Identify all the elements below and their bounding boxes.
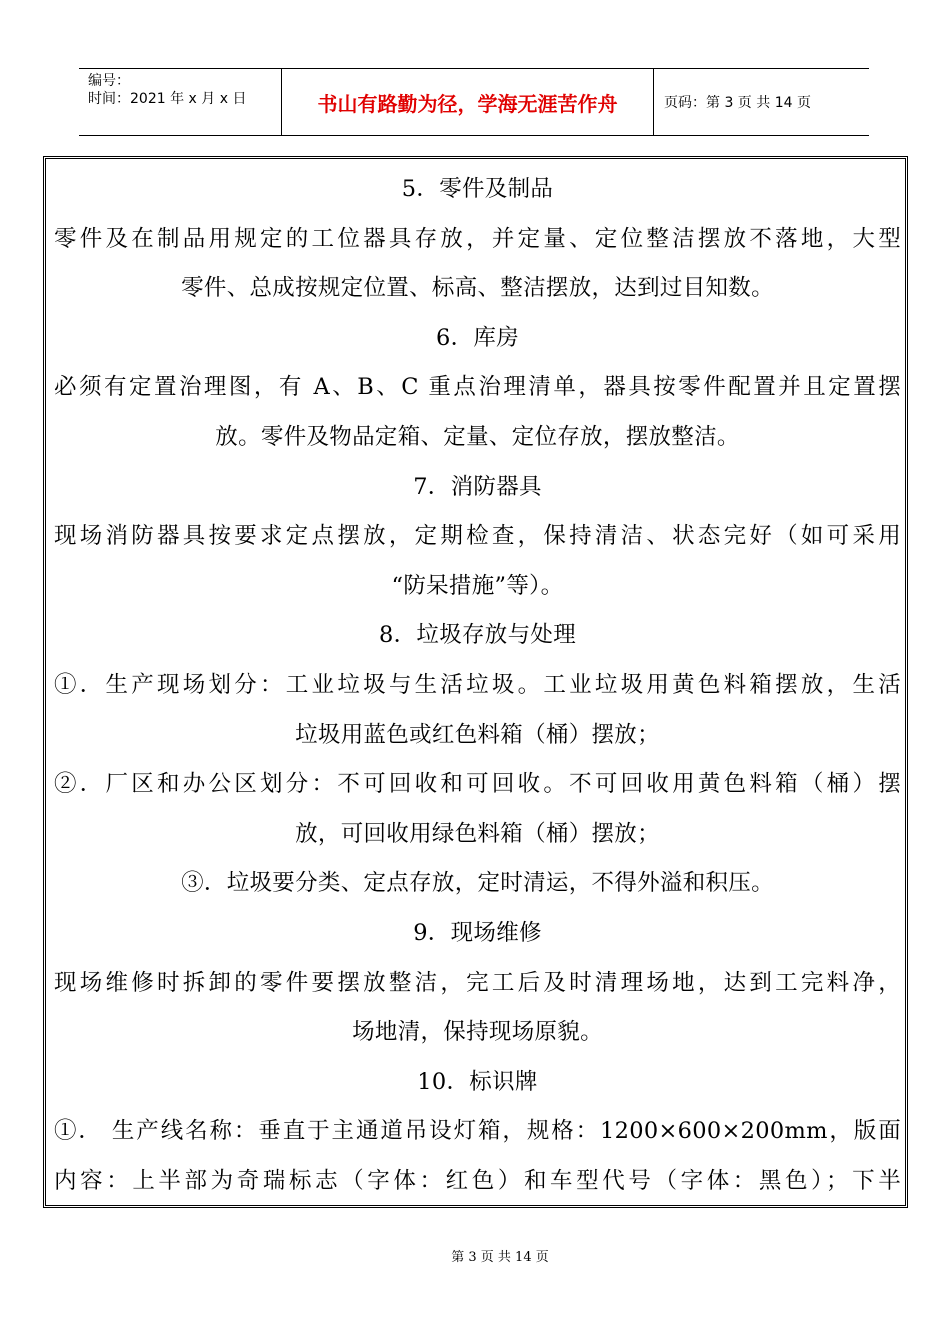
page-header xyxy=(79,68,869,136)
document-number-label: 编号： xyxy=(88,73,130,89)
content-box xyxy=(43,156,908,1208)
section-heading: 10．标识牌 xyxy=(417,1068,538,1095)
paragraph-line: 场地清，保持现场原貌。 xyxy=(352,1019,603,1046)
header-page-number: 页码：第 3 页 共 14 页 xyxy=(664,95,811,111)
list-item-line: 放，可回收用绿色料箱（桶）摆放； xyxy=(295,820,660,847)
section-heading: 6．库房 xyxy=(435,324,519,351)
paragraph-line: “防呆措施”等）。 xyxy=(391,572,564,599)
list-item-line: 内容：上半部为奇瑞标志（字体：红色）和车型代号（字体：黑色）；下半 xyxy=(54,1167,901,1194)
document-date-label: 时间：2021 年 x 月 x 日 xyxy=(88,91,247,107)
paragraph-line: 零件、总成按规定位置、标高、整洁摆放，达到过目知数。 xyxy=(181,275,774,302)
list-item-line: 垃圾用蓝色或红色料箱（桶）摆放； xyxy=(295,721,660,748)
header-meta xyxy=(79,69,282,135)
paragraph-line: 零件及在制品用规定的工位器具存放，并定量、定位整洁摆放不落地，大型 xyxy=(54,225,901,252)
paragraph-line: 现场消防器具按要求定点摆放，定期检查，保持清洁、状态完好（如可采用 xyxy=(54,523,901,550)
list-item-line: ①． 生产线名称：垂直于主通道吊设灯箱，规格：1200×600×200mm，版面 xyxy=(54,1118,901,1145)
section-heading: 8．垃圾存放与处理 xyxy=(378,622,576,649)
list-item-line: ①．生产现场划分：工业垃圾与生活垃圾。工业垃圾用黄色料箱摆放，生活 xyxy=(54,671,901,698)
header-motto: 书山有路勤为径，学海无涯苦作舟 xyxy=(282,69,654,135)
paragraph-line: 放。零件及物品定箱、定量、定位存放，摆放整洁。 xyxy=(215,423,740,450)
paragraph-line: 必须有定置治理图，有 A、B、C 重点治理清单，器具按零件配置并且定置摆 xyxy=(54,374,901,401)
section-heading: 7．消防器具 xyxy=(413,473,542,500)
paragraph-line: 现场维修时拆卸的零件要摆放整洁，完工后及时清理场地，达到工完料净， xyxy=(54,969,901,996)
page-footer: 第 3 页 共 14 页 xyxy=(451,1250,549,1265)
section-heading: 5．零件及制品 xyxy=(401,176,554,202)
list-item-line: ②．厂区和办公区划分：不可回收和可回收。不可回收用黄色料箱（桶）摆 xyxy=(54,771,901,798)
section-heading: 9．现场维修 xyxy=(413,919,542,946)
list-item-line: ③．垃圾要分类、定点存放，定时清运，不得外溢和积压。 xyxy=(181,870,774,897)
content-text xyxy=(46,159,905,1206)
